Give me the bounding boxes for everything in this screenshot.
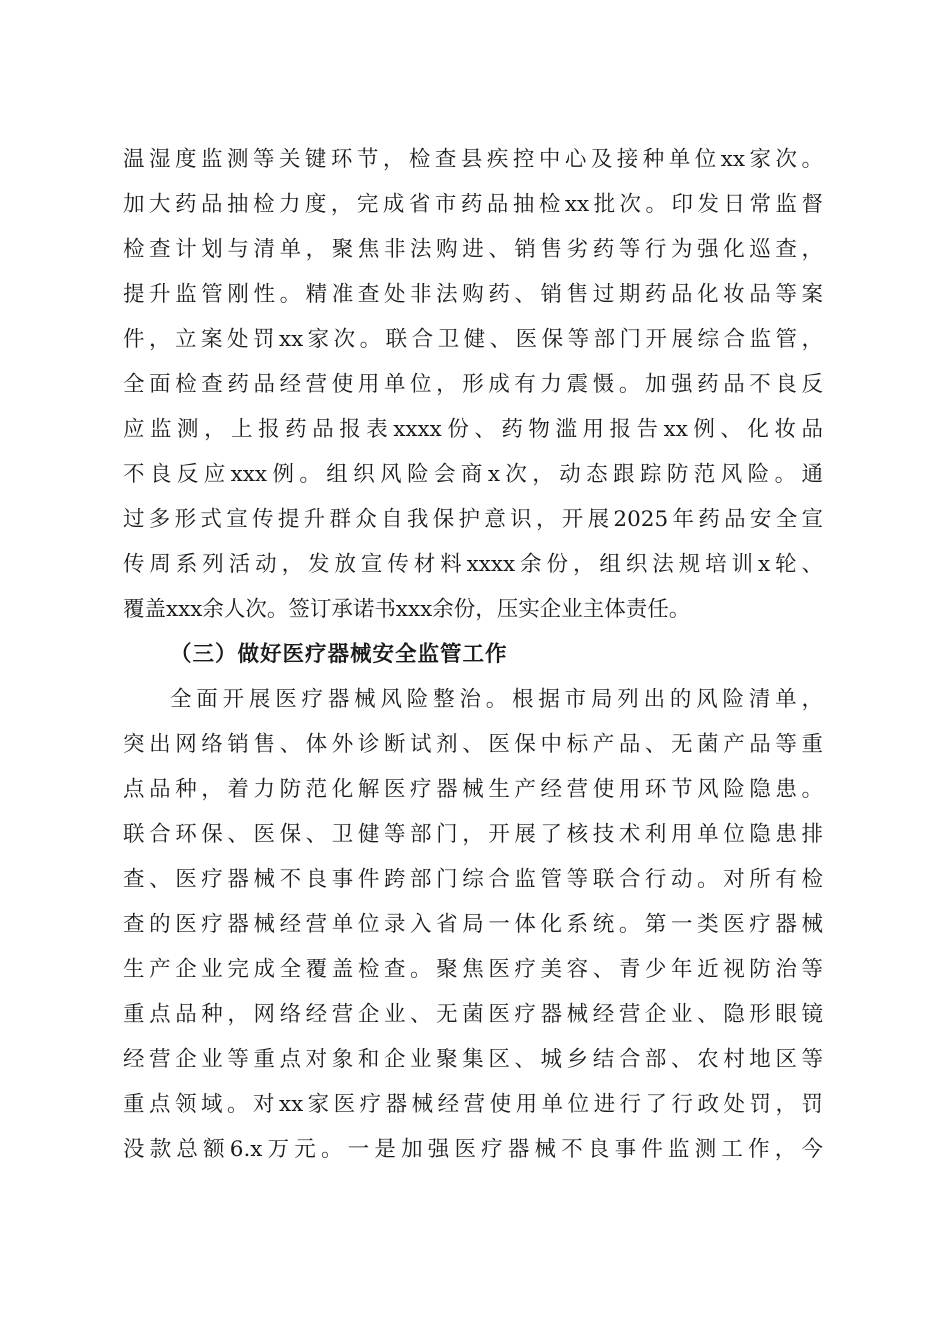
paragraph-line: 覆盖xxx余人次。签订承诺书xxx余份，压实企业主体责任。: [123, 597, 691, 622]
paragraph-line: 件，立案处罚xx家次。联合卫健、医保等部门开展综合监管，: [123, 327, 823, 352]
paragraph-line: 突出网络销售、体外诊断试剂、医保中标产品、无菌产品等重: [123, 732, 823, 757]
paragraph-line: 重点品种，网络经营企业、无菌医疗器械经营企业、隐形眼镜: [123, 1002, 823, 1027]
paragraph-line: 生产企业完成全覆盖检查。聚焦医疗美容、青少年近视防治等: [123, 957, 823, 982]
paragraph-line: 点品种，着力防范化解医疗器械生产经营使用环节风险隐患。: [123, 777, 823, 802]
paragraph-line: 全面开展医疗器械风险整治。根据市局列出的风险清单，: [170, 687, 823, 712]
paragraph-line: 温湿度监测等关键环节，检查县疾控中心及接种单位xx家次。: [123, 147, 823, 172]
paragraph-line: 查、医疗器械不良事件跨部门综合监管等联合行动。对所有检: [123, 867, 823, 892]
paragraph-line: 重点领域。对xx家医疗器械经营使用单位进行了行政处罚，罚: [123, 1092, 823, 1117]
paragraph-line: 经营企业等重点对象和企业聚集区、城乡结合部、农村地区等: [123, 1047, 823, 1072]
paragraph-line: 联合环保、医保、卫健等部门，开展了核技术利用单位隐患排: [123, 822, 823, 847]
paragraph-line: 提升监管刚性。精准查处非法购药、销售过期药品化妆品等案: [123, 282, 823, 307]
paragraph-line: 检查计划与清单，聚焦非法购进、销售劣药等行为强化巡查，: [123, 237, 823, 262]
paragraph-line: 传周系列活动，发放宣传材料xxxx余份，组织法规培训x轮、: [123, 552, 823, 577]
paragraph-line: 没款总额6.x万元。一是加强医疗器械不良事件监测工作，今: [123, 1137, 823, 1162]
paragraph-line: 全面检查药品经营使用单位，形成有力震慑。加强药品不良反: [123, 372, 823, 397]
paragraph-line: 查的医疗器械经营单位录入省局一体化系统。第一类医疗器械: [123, 912, 823, 937]
paragraph-line: 应监测，上报药品报表xxxx份、药物滥用报告xx例、化妆品: [123, 417, 823, 442]
paragraph-line: 加大药品抽检力度，完成省市药品抽检xx批次。印发日常监督: [123, 192, 823, 217]
paragraph-line: 不良反应xxx例。组织风险会商x次，动态跟踪防范风险。通: [123, 462, 823, 487]
section-heading: （三）做好医疗器械安全监管工作: [170, 642, 508, 667]
paragraph-line: 过多形式宣传提升群众自我保护意识，开展2025年药品安全宣: [123, 507, 823, 532]
